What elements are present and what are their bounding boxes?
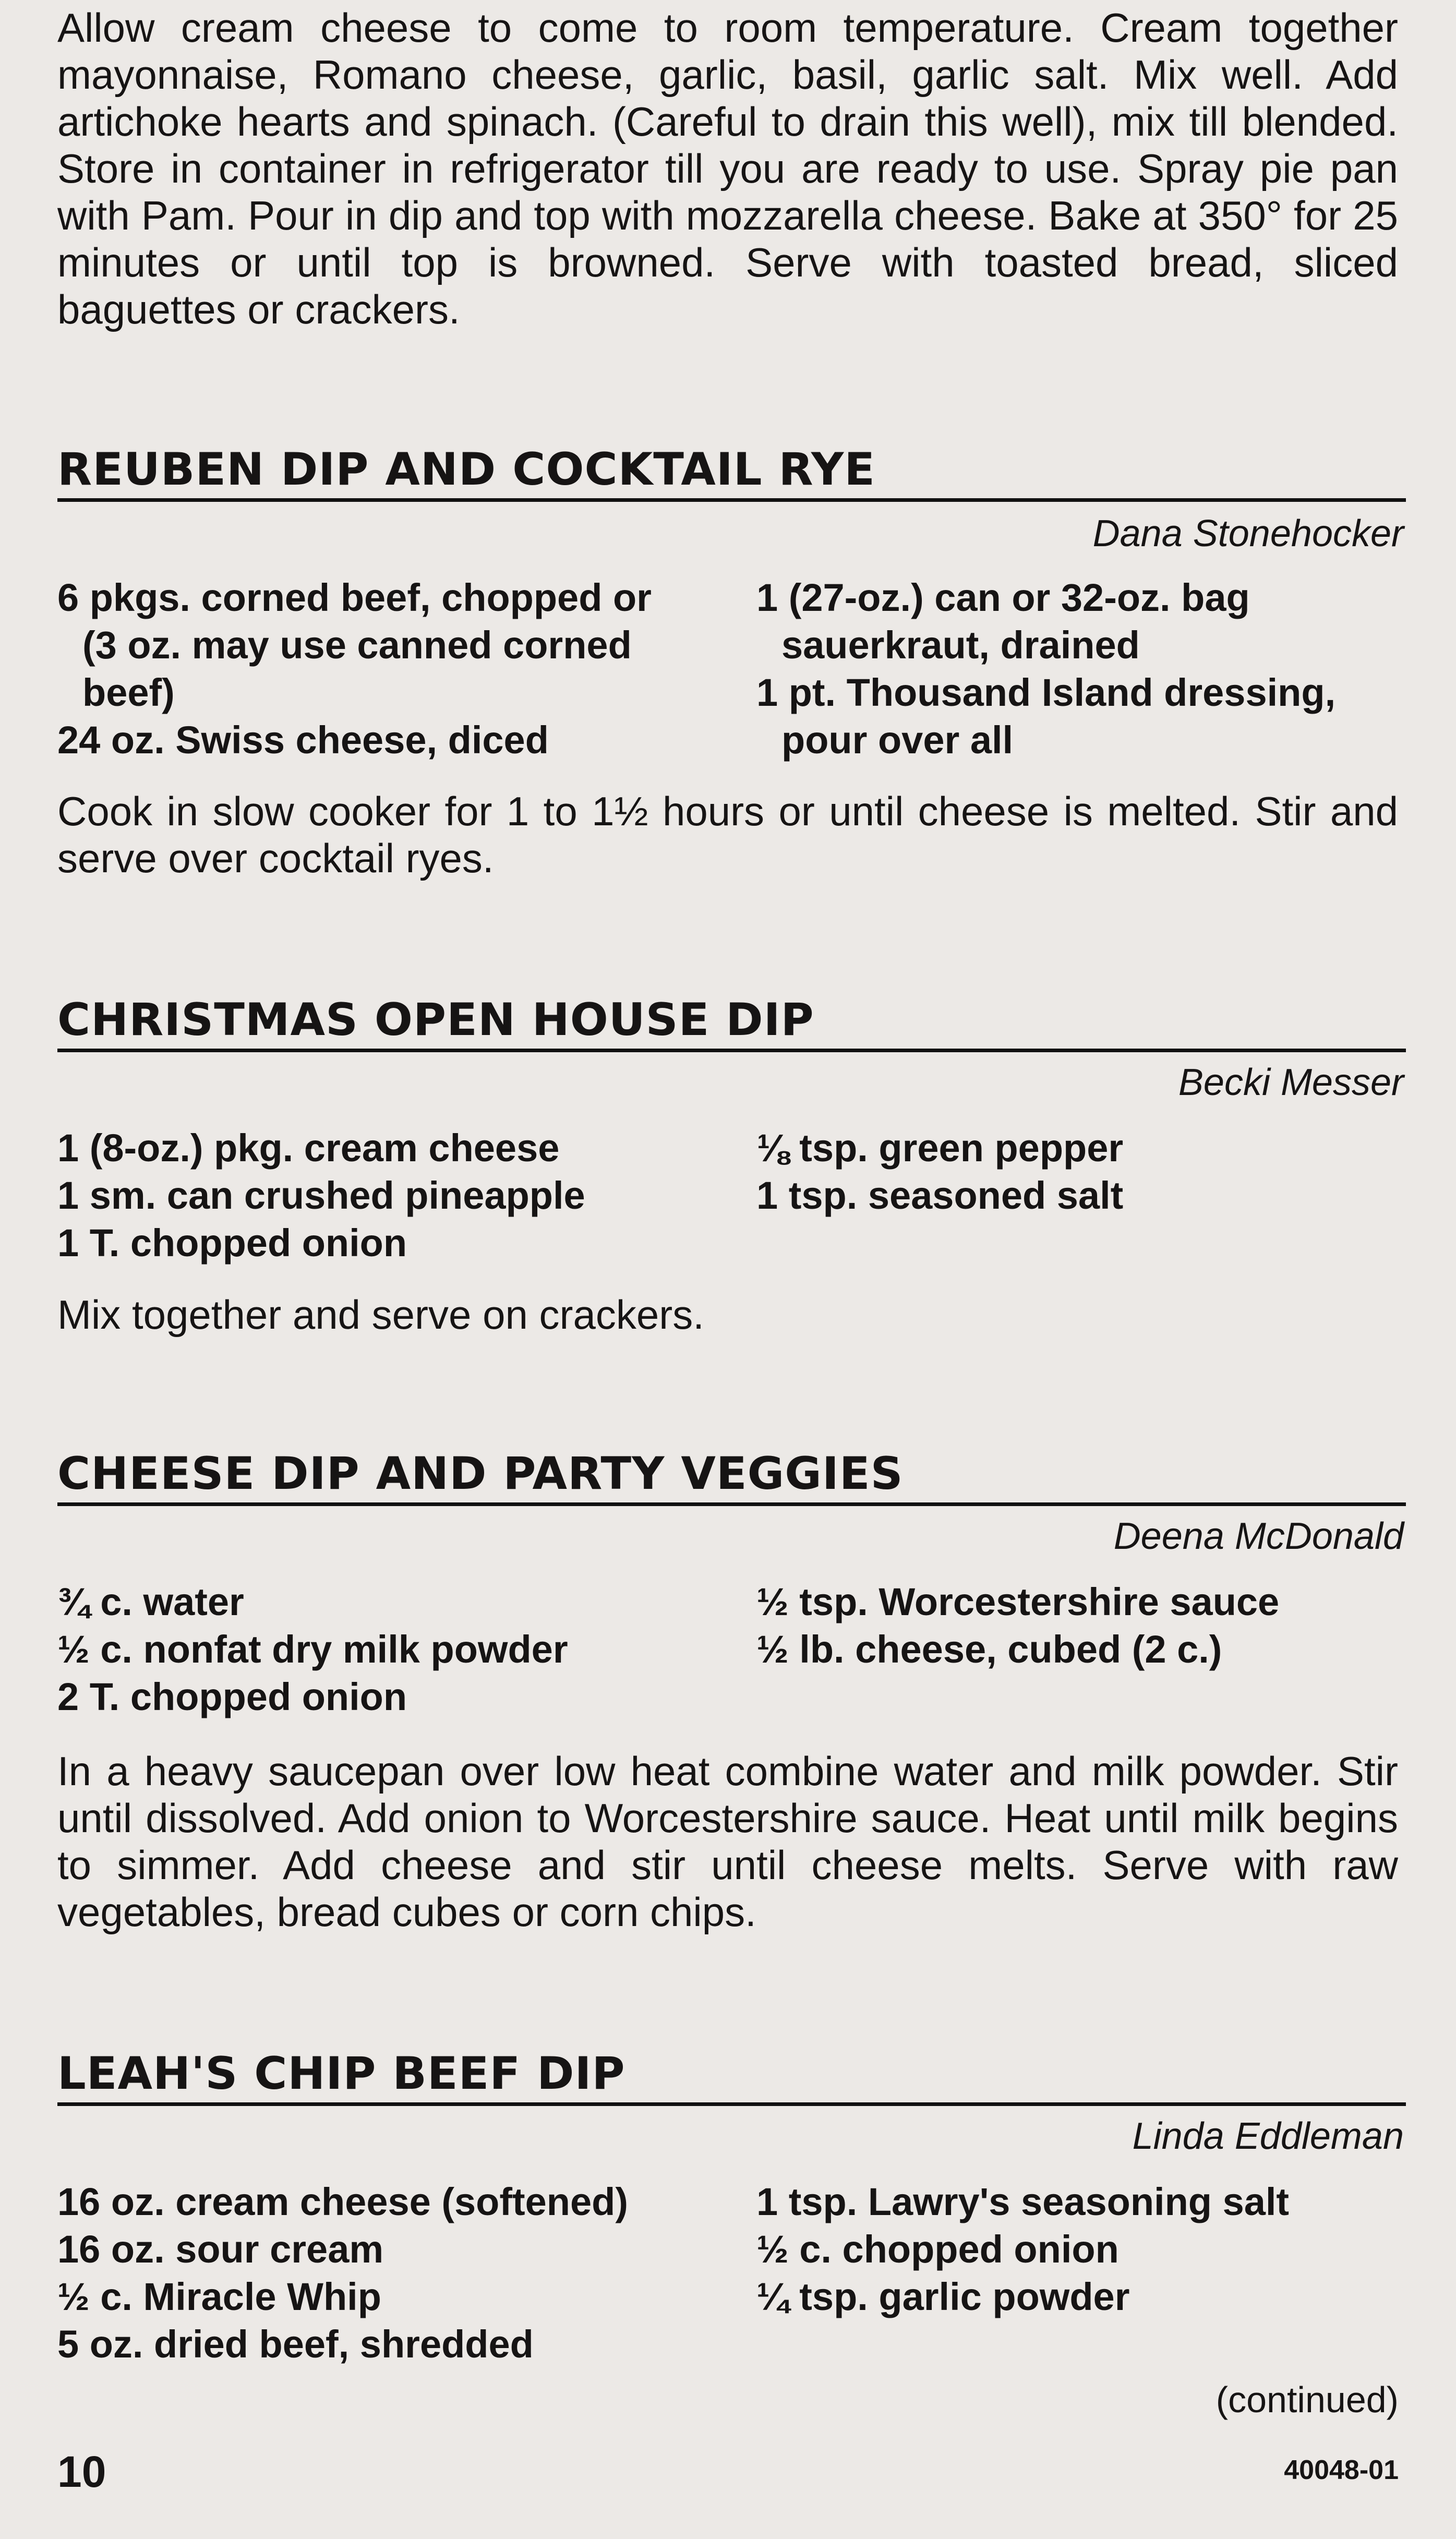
ingredient: ½ c. chopped onion [756,2228,1119,2271]
ingredient-continuation: beef) [82,671,175,714]
ingredient: 1 tsp. seasoned salt [756,1174,1124,1217]
ingredients-left-column [57,574,725,764]
ingredient: ½ tsp. Worcestershire sauce [756,1580,1280,1623]
recipe-directions: Cook in slow cooker for 1 to 1½ hours or until cheese is melted. Stir and serve over cocktail ryes. [57,788,1398,881]
recipe-author: Deena McDonald [1113,1515,1404,1557]
recipe-directions: Mix together and serve on crackers. [57,1292,704,1338]
recipe-title-leahs-chip-beef-dip: LEAH'S CHIP BEEF DIP [57,2048,625,2100]
recipe-author: Becki Messer [1178,1062,1404,1103]
ingredient: 1 tsp. Lawry's seasoning salt [756,2180,1290,2223]
ingredients-right-column [756,1578,1409,1673]
title-divider [57,1502,1406,1506]
page-number: 10 [57,2447,106,2496]
ingredients-right-column [756,574,1409,764]
recipe-author: Linda Eddleman [1132,2115,1404,2157]
ingredient: ½ lb. cheese, cubed (2 c.) [756,1628,1222,1671]
recipe-title-cheese-dip-party-veggies: CHEESE DIP AND PARTY VEGGIES [57,1448,904,1500]
ingredient: 2 T. chopped onion [57,1675,407,1718]
ingredients-right-column [756,2178,1409,2320]
ingredient: 1 (27-oz.) can or 32-oz. bag [756,576,1250,619]
print-code: 40048-01 [1284,2455,1399,2485]
title-divider [57,1049,1406,1052]
ingredients-left-column [57,2178,725,2368]
intro-directions: Allow cream cheese to come to room temperature. Cream together mayonnaise, Romano cheese, garlic, basil, garlic salt. Mix well. Add artichoke hearts and spinach. (Careful to drain this well), mix till blended. Store in container in refrigerator till you are ready to use. Spray pie pan with Pam. Pour in dip and top with mozzarella cheese. Bake at 350° for 25 minutes or until top is browned. Serve with toasted bread, sliced baguettes or crackers. [57,5,1398,332]
recipe-title-reuben-dip: REUBEN DIP AND COCKTAIL RYE [57,443,876,496]
continued-note: (continued) [1216,2379,1399,2420]
ingredient: ⅛ tsp. green pepper [756,1126,1124,1170]
ingredient: 16 oz. cream cheese (softened) [57,2180,628,2223]
title-divider [57,498,1406,502]
ingredients-left-column [57,1578,725,1720]
ingredient: ½ c. Miracle Whip [57,2275,381,2318]
ingredient: ¼ tsp. garlic powder [756,2275,1130,2318]
ingredient: 1 sm. can crushed pineapple [57,1174,585,1217]
ingredient: 24 oz. Swiss cheese, diced [57,718,549,762]
ingredient: 1 T. chopped onion [57,1221,407,1265]
ingredient: ½ c. nonfat dry milk powder [57,1628,568,1671]
recipe-directions: In a heavy saucepan over low heat combine water and milk powder. Stir until dissolved. Add onion to Worcestershire sauce. Heat until milk begins to simmer. Add cheese and stir until cheese melts. Serve with raw vegetables, bread cubes or corn chips. [57,1748,1398,1935]
ingredients-right-column [756,1124,1409,1219]
ingredient: 16 oz. sour cream [57,2228,384,2271]
ingredient: 6 pkgs. corned beef, chopped or [57,576,652,619]
ingredient: ¾ c. water [57,1580,244,1623]
ingredient: 5 oz. dried beef, shredded [57,2323,534,2366]
ingredient-continuation: (3 oz. may use canned corned [82,623,632,667]
ingredient-continuation: sauerkraut, drained [781,623,1140,667]
recipe-title-christmas-open-house-dip: CHRISTMAS OPEN HOUSE DIP [57,994,814,1046]
ingredient-continuation: pour over all [781,718,1014,762]
ingredient: 1 (8-oz.) pkg. cream cheese [57,1126,560,1170]
title-divider [57,2102,1406,2106]
ingredient: 1 pt. Thousand Island dressing, [756,671,1336,714]
recipe-author: Dana Stonehocker [1092,513,1404,555]
ingredients-left-column [57,1124,725,1267]
